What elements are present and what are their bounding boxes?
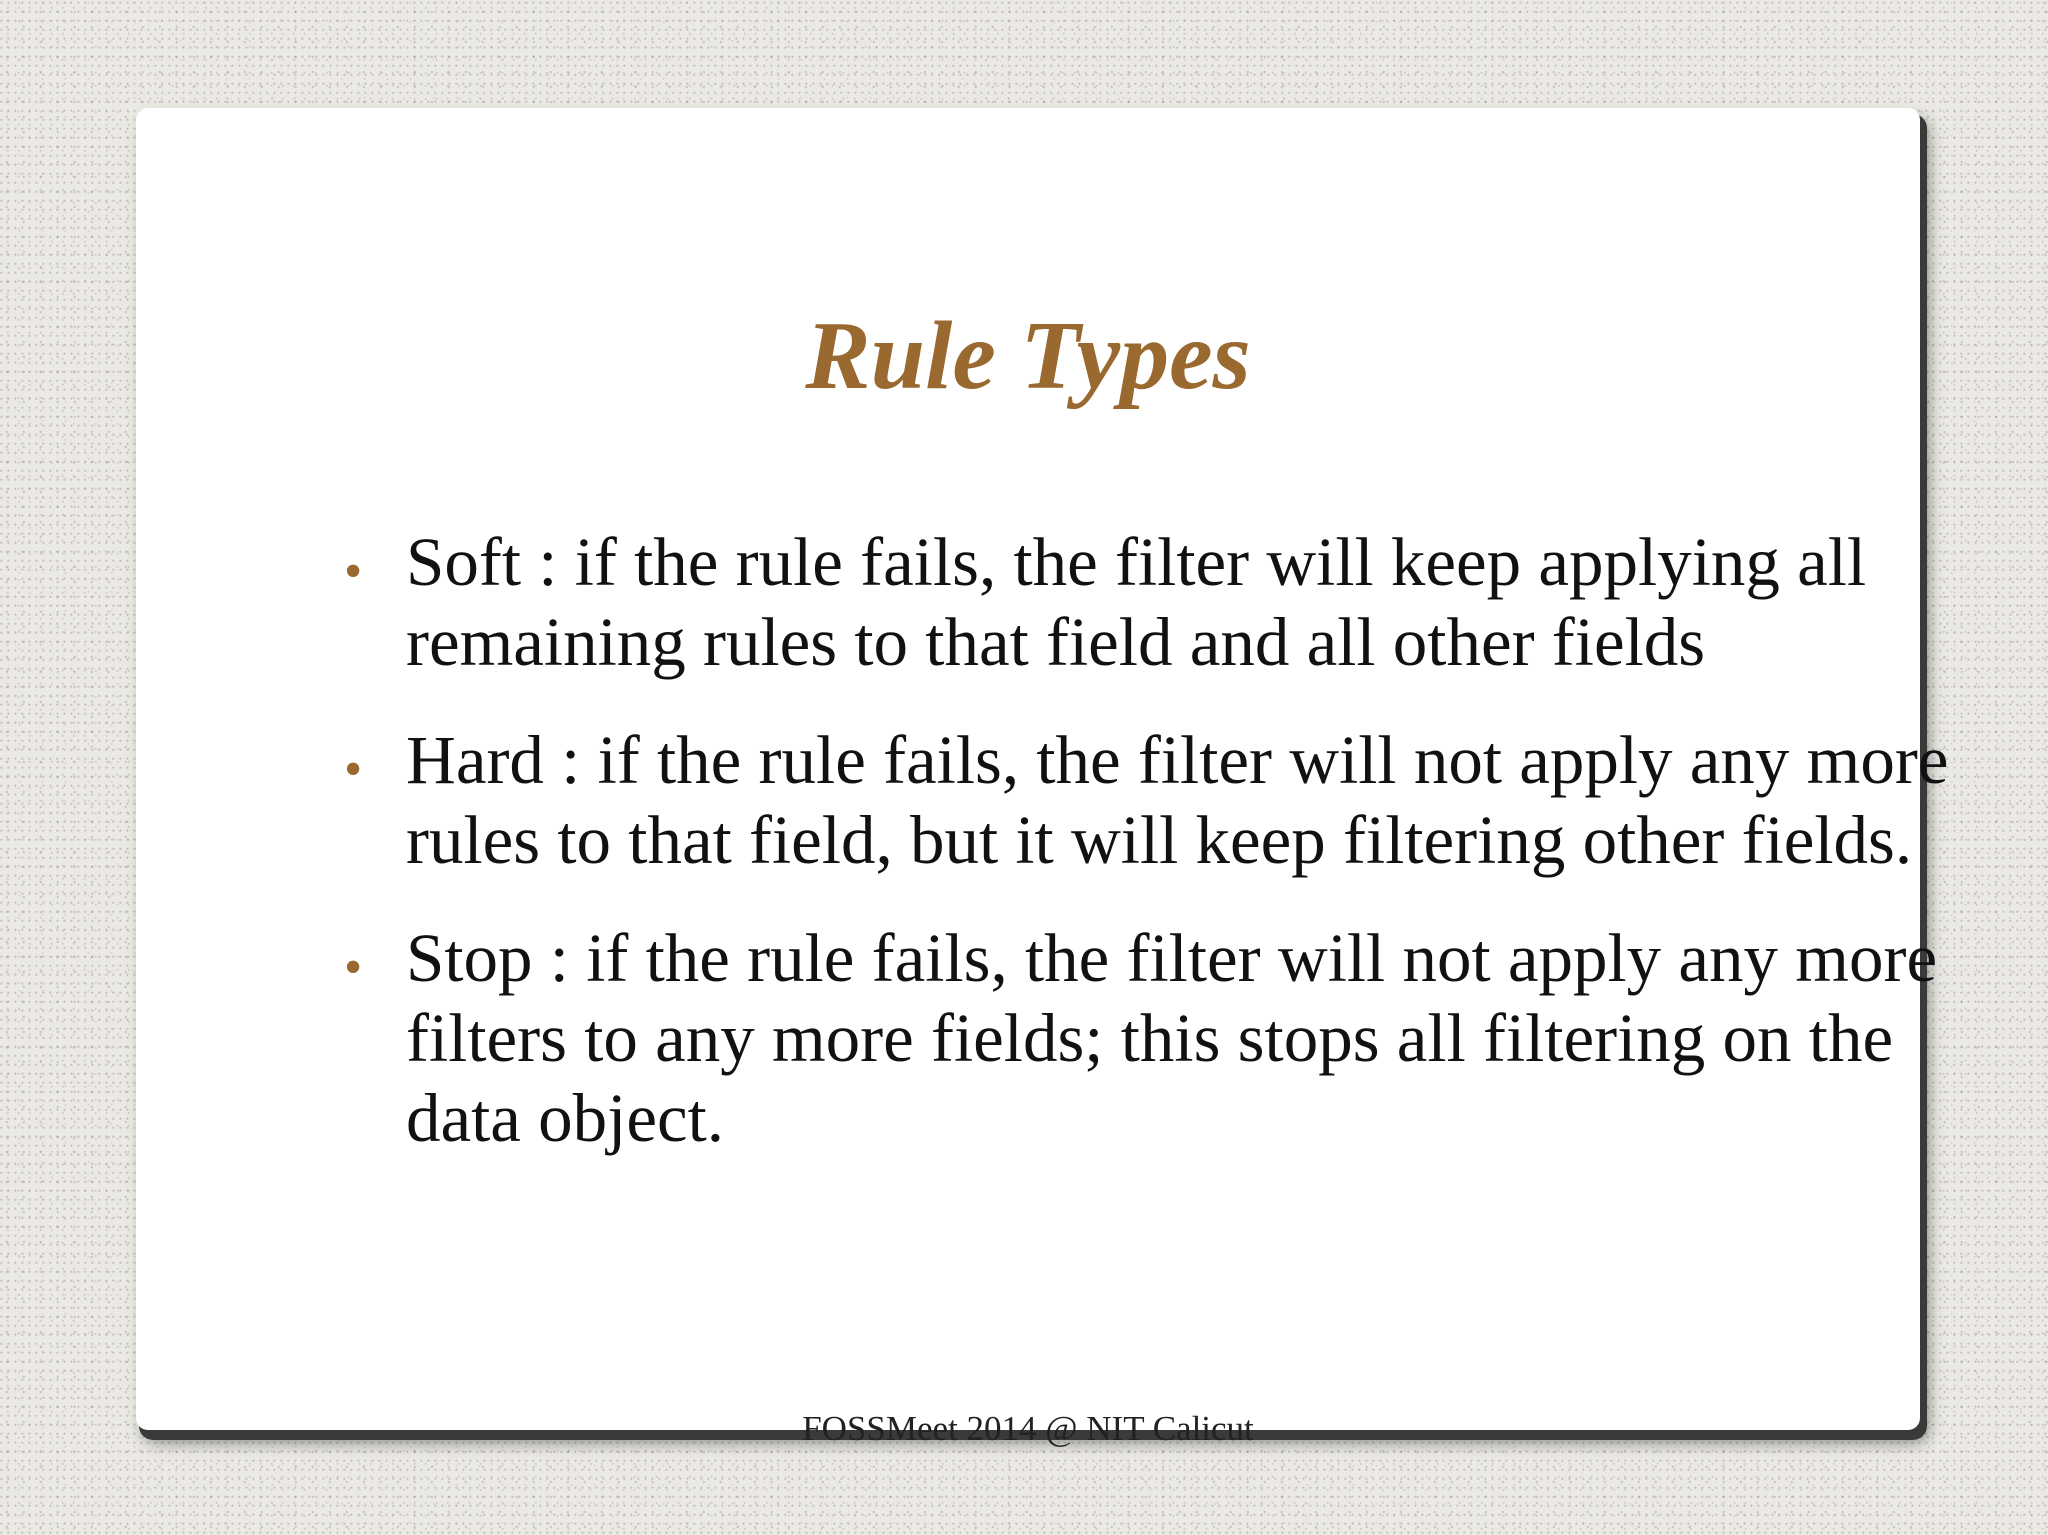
bullet-list xyxy=(336,522,1976,1196)
bullet-item-soft xyxy=(336,522,1976,682)
bullet-marker-icon: • xyxy=(344,939,363,996)
bullet-marker-icon: • xyxy=(344,741,363,798)
bullet-marker-icon: • xyxy=(344,543,363,600)
bullet-item-hard xyxy=(336,720,1976,880)
slide-footer: FOSSMeet 2014 @ NIT Calicut xyxy=(802,1409,1254,1448)
bullet-text: Soft : if the rule fails, the filter will keep applying all remaining rules to that field and all other fields xyxy=(406,524,1867,680)
bullet-text: Hard : if the rule fails, the filter will not apply any more rules to that field, but it will keep filtering other fields. xyxy=(406,722,1949,878)
bullet-item-stop xyxy=(336,918,1976,1158)
slide-card xyxy=(136,108,1949,1448)
slide-title: Rule Types xyxy=(805,302,1251,410)
bullet-text: Stop : if the rule fails, the filter will not apply any more filters to any more fields; this stops all filtering on the data object. xyxy=(406,920,1938,1156)
